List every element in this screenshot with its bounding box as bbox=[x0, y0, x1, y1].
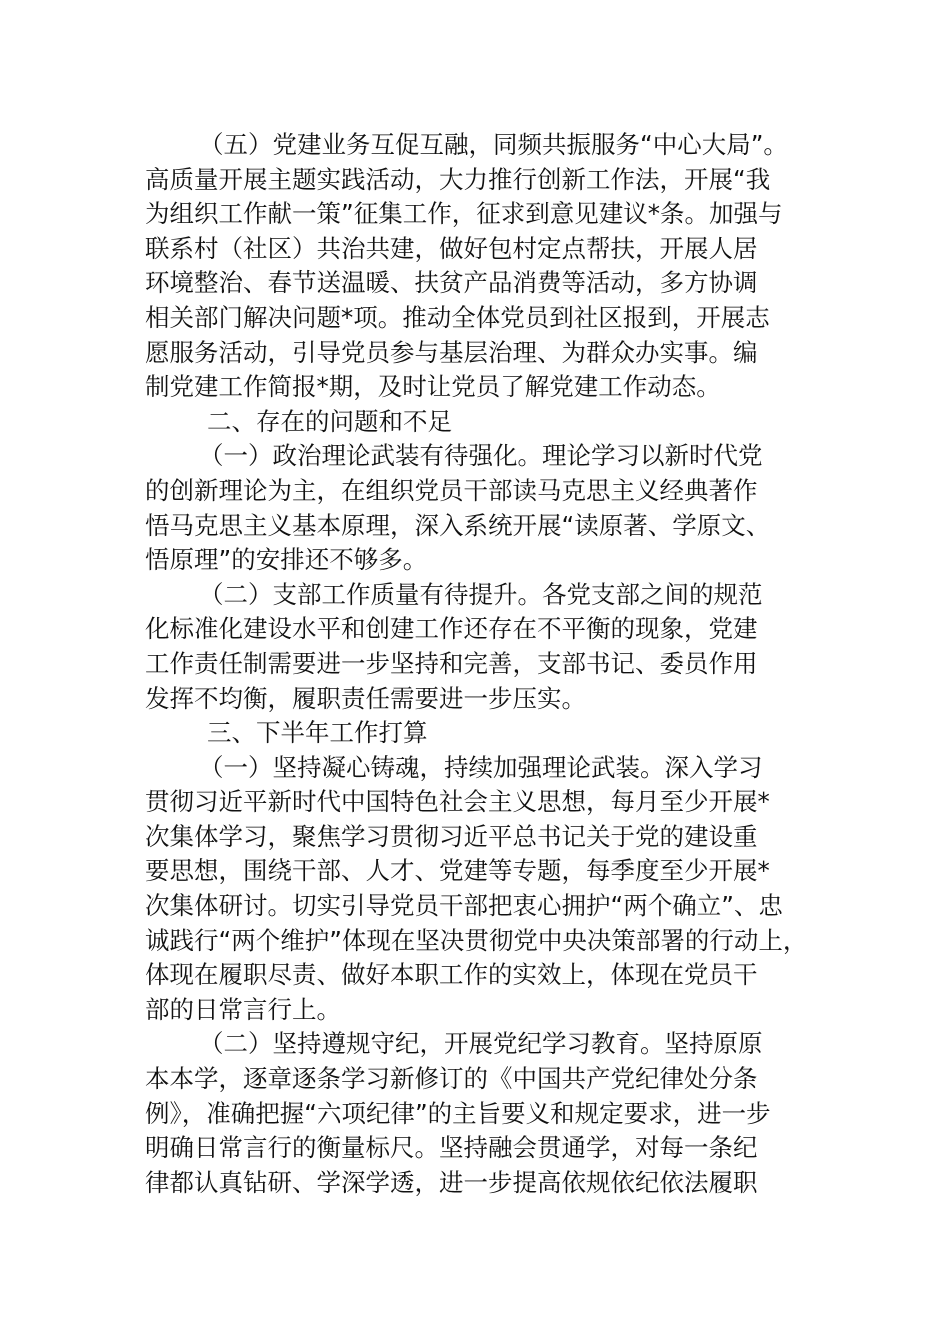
paragraph-line: 体现在履职尽责、做好本职工作的实效上，体现在党员干 bbox=[145, 960, 758, 990]
paragraph-line: 明确日常言行的衡量标尺。坚持融会贯通学，对每一条纪 bbox=[145, 1133, 758, 1163]
paragraph-line: 联系村（社区）共治共建，做好包村定点帮扶，开展人居 bbox=[145, 233, 758, 263]
paragraph-line: 悟原理”的安排还不够多。 bbox=[145, 545, 428, 575]
paragraph-line: 次集体研讨。切实引导党员干部把衷心拥护“两个确立”、忠 bbox=[145, 891, 783, 921]
paragraph-line: 本本学，逐章逐条学习新修订的《中国共产党纪律处分条 bbox=[145, 1064, 758, 1094]
paragraph-line: 次集体学习，聚焦学习贯彻习近平总书记关于党的建设重 bbox=[145, 821, 758, 851]
paragraph-line: 化标准化建设水平和创建工作还存在不平衡的现象，党建 bbox=[145, 614, 758, 644]
section-heading: 三、下半年工作打算 bbox=[207, 718, 428, 748]
paragraph-line: （二）支部工作质量有待提升。各党支部之间的规范 bbox=[199, 579, 763, 609]
paragraph-line: 发挥不均衡，履职责任需要进一步压实。 bbox=[145, 683, 586, 713]
section-heading: 二、存在的问题和不足 bbox=[207, 406, 452, 436]
paragraph-line: 为组织工作献一策”征集工作，征求到意见建议*条。加强与 bbox=[145, 199, 783, 229]
paragraph-line: 部的日常言行上。 bbox=[145, 994, 341, 1024]
paragraph-line: 相关部门解决问题*项。推动全体党员到社区报到，开展志 bbox=[145, 302, 770, 332]
paragraph-line: 环境整治、春节送温暖、扶贫产品消费等活动，多方协调 bbox=[145, 268, 758, 298]
paragraph-line: 例》，准确把握“六项纪律”的主旨要义和规定要求，进一步 bbox=[145, 1098, 771, 1128]
paragraph-line: 要思想，围绕干部、人才、党建等专题，每季度至少开展* bbox=[145, 856, 770, 886]
paragraph-line: （五）党建业务互促互融，同频共振服务“中心大局”。 bbox=[199, 130, 788, 159]
paragraph-line: （一）政治理论武装有待强化。理论学习以新时代党 bbox=[199, 441, 763, 471]
paragraph-line: 悟马克思主义基本原理，深入系统开展“读原著、学原文、 bbox=[145, 510, 771, 540]
paragraph-line: 律都认真钻研、学深学透，进一步提高依规依纪依法履职 bbox=[145, 1167, 758, 1197]
paragraph-line: 贯彻习近平新时代中国特色社会主义思想，每月至少开展* bbox=[145, 787, 770, 817]
document-body bbox=[145, 128, 807, 1200]
paragraph-line: 高质量开展主题实践活动，大力推行创新工作法，开展“我 bbox=[145, 164, 771, 194]
paragraph-line: （一）坚持凝心铸魂，持续加强理论武装。深入学习 bbox=[199, 752, 763, 782]
paragraph-line: （二）坚持遵规守纪，开展党纪学习教育。坚持原原 bbox=[199, 1029, 763, 1059]
paragraph-line: 工作责任制需要进一步坚持和完善，支部书记、委员作用 bbox=[145, 648, 758, 678]
paragraph-line: 诚践行“两个维护”体现在坚决贯彻党中央决策部署的行动上， bbox=[145, 925, 807, 955]
paragraph-line: 的创新理论为主，在组织党员干部读马克思主义经典著作 bbox=[145, 475, 758, 505]
paragraph-line: 制党建工作简报*期，及时让党员了解党建工作动态。 bbox=[145, 372, 721, 402]
paragraph-line: 愿服务活动，引导党员参与基层治理、为群众办实事。编 bbox=[145, 337, 758, 367]
